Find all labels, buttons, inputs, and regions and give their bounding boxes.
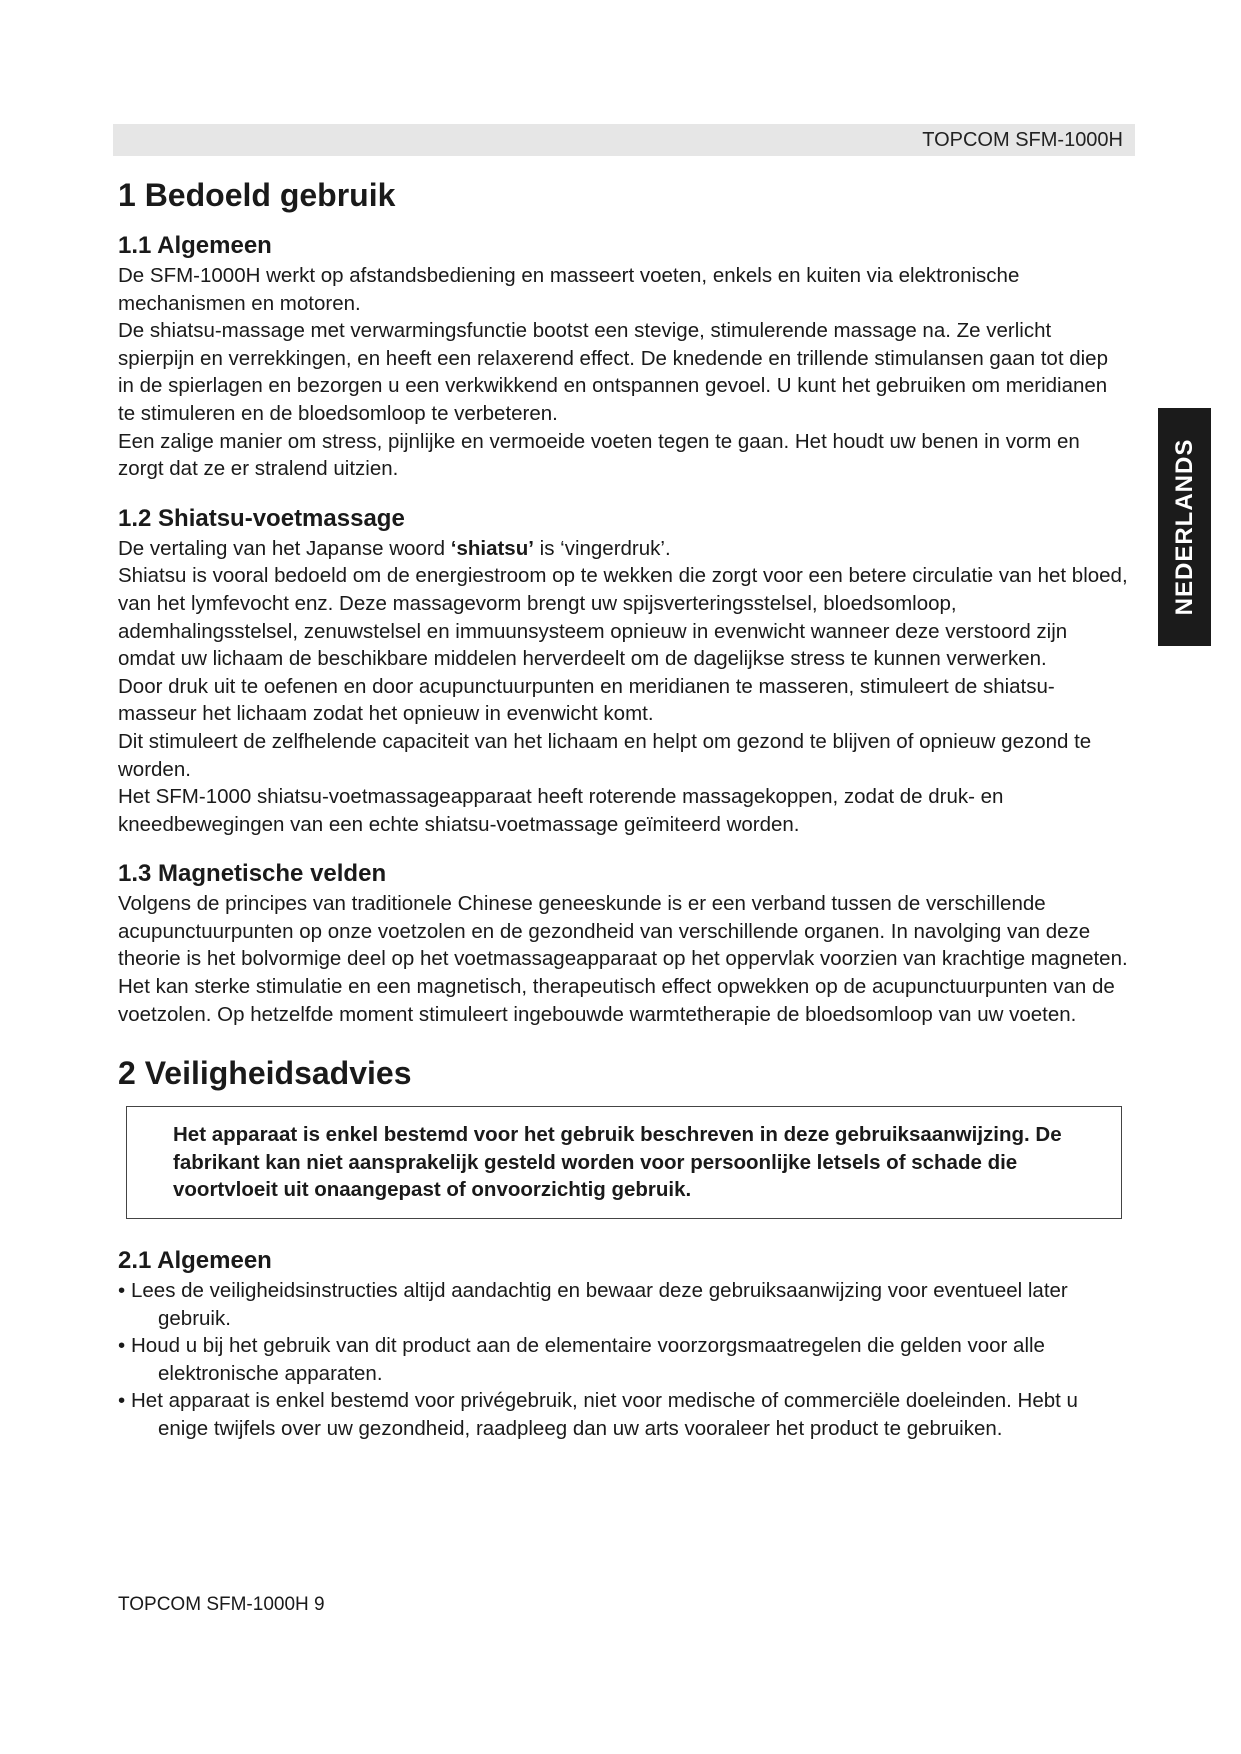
section-1-2-paragraph-1 [118, 535, 1128, 563]
emphasized-term: ‘shiatsu’ [450, 536, 534, 560]
section-1-1-heading: 1.1 Algemeen [118, 232, 272, 259]
list-item-text: Lees de veiligheidsinstructies altijd aandachtig en bewaar deze gebruiksaanwijzing voor eventueel later gebruik. [131, 1279, 1068, 1330]
page-header-bar [113, 124, 1135, 156]
section-1-3-paragraph-1: Volgens de principes van traditionele Chinese geneeskunde is er een verband tussen de verschillende acupunctuurpunten op onze voetzolen en de gezondheid van verschillende organen. In navolging van deze theorie is het bolvormige deel op het voetmassageapparaat op het oppervlak voorzien van krachtige magneten. Het kan sterke stimulatie en een magnetisch, therapeutisch effect opwekken op de acupunctuurpunten van de voetzolen. Op hetzelfde moment stimuleert ingebouwde warmtetherapie de bloedsomloop van uw voeten. [118, 892, 1128, 1026]
header-model-name: TOPCOM SFM-1000H [922, 129, 1123, 151]
section-1-2-paragraph-5: Het SFM-1000 shiatsu-voetmassageapparaat heeft roterende massagekoppen, zodat de druk- en kneedbewegingen van een echte shiatsu-voetmassage geïmiteerd worden. [118, 785, 1004, 836]
section-1-2-heading: 1.2 Shiatsu-voetmassage [118, 504, 405, 532]
page-footer: TOPCOM SFM-1000H 9 [118, 1594, 325, 1615]
list-item [118, 1387, 1128, 1442]
section-1-2-paragraph-4: Dit stimuleert de zelfhelende capaciteit van het lichaam en helpt om gezond te blijven of opnieuw gezond te worden. [118, 729, 1092, 781]
section-1-1-paragraph-3: Een zalige manier om stress, pijnlijke en vermoeide voeten tegen te gaan. Het houdt uw benen in vorm en zorgt dat ze er stralend uitzien. [118, 429, 1080, 481]
section-1-3-heading: 1.3 Magnetische velden [118, 860, 387, 888]
section-1-heading: 1 Bedoeld gebruik [118, 177, 396, 213]
bullet-icon: • [118, 1334, 126, 1358]
bullet-icon: • [118, 1389, 126, 1413]
section-1-2-paragraph-3: Door druk uit te oefenen en door acupunctuurpunten en meridianen te masseren, stimuleert de shiatsu-masseur het lichaam zodat het opnieuw in evenwicht komt. [118, 674, 1055, 726]
paragraph-text: De vertaling van het Japanse woord [118, 536, 451, 560]
list-item [118, 1332, 1128, 1387]
section-1-2-paragraph-2: Shiatsu is vooral bedoeld om de energiestroom op te wekken die zorgt voor een betere circulatie van het bloed, van het lymfevocht enz. Deze massagevorm brengt uw spijsverteringsstelsel, bloedsomloop, ademhalingsstelsel, zenuwstelsel en immuunsysteem opnieuw in evenwicht wanneer deze verstoord zijn omdat uw lichaam de beschikbare middelen herverdeelt om de dagelijkse stress te kunnen verwerken. [118, 564, 1128, 671]
list-item-text: Houd u bij het gebruik van dit product aan de elementaire voorzorgsmaatregelen die gelden voor alle elektronische apparaten. [131, 1334, 1045, 1385]
language-side-tab [1158, 408, 1211, 646]
bullet-icon: • [118, 1279, 126, 1303]
section-2-1-heading: 2.1 Algemeen [118, 1247, 272, 1275]
section-1-1-paragraph-2: De shiatsu-massage met verwarmingsfunctie bootst een stevige, stimulerende massage na. Ze verlicht spierpijn en verrekkingen, en heeft een relaxerend effect. De knedende en trillende stimulansen gaan tot diep in de spierlagen en bezorgen u een verkwikkend en ontspannen gevoel. U kunt het gebruiken om meridianen te stimuleren en de bloedsomloop te verbeteren. [118, 319, 1108, 425]
paragraph-text: is ‘vingerdruk’. [533, 536, 671, 560]
language-side-tab-label: NEDERLANDS [1170, 438, 1198, 616]
list-item-text: Het apparaat is enkel bestemd voor privégebruik, niet voor medische of commerciële doeleinden. Hebt u enige twijfels over uw gezondheid, raadpleeg dan uw arts vooraleer het product te gebruiken. [131, 1389, 1078, 1440]
list-item [118, 1277, 1128, 1332]
safety-warning-box [126, 1106, 1122, 1219]
document-content [118, 174, 1128, 1443]
section-1-1-paragraph-1: De SFM-1000H werkt op afstandsbediening en masseert voeten, enkels en kuiten via elektronische mechanismen en motoren. [118, 264, 1020, 315]
section-2-heading: 2 Veiligheidsadvies [118, 1055, 412, 1092]
safety-warning-text: Het apparaat is enkel bestemd voor het gebruik beschreven in deze gebruiksaanwijzing. De fabrikant kan niet aansprakelijk gesteld worden voor persoonlijke letsels of schade die voortvloeit uit onaangepast of onvoorzichtig gebruik. [173, 1123, 1062, 1202]
